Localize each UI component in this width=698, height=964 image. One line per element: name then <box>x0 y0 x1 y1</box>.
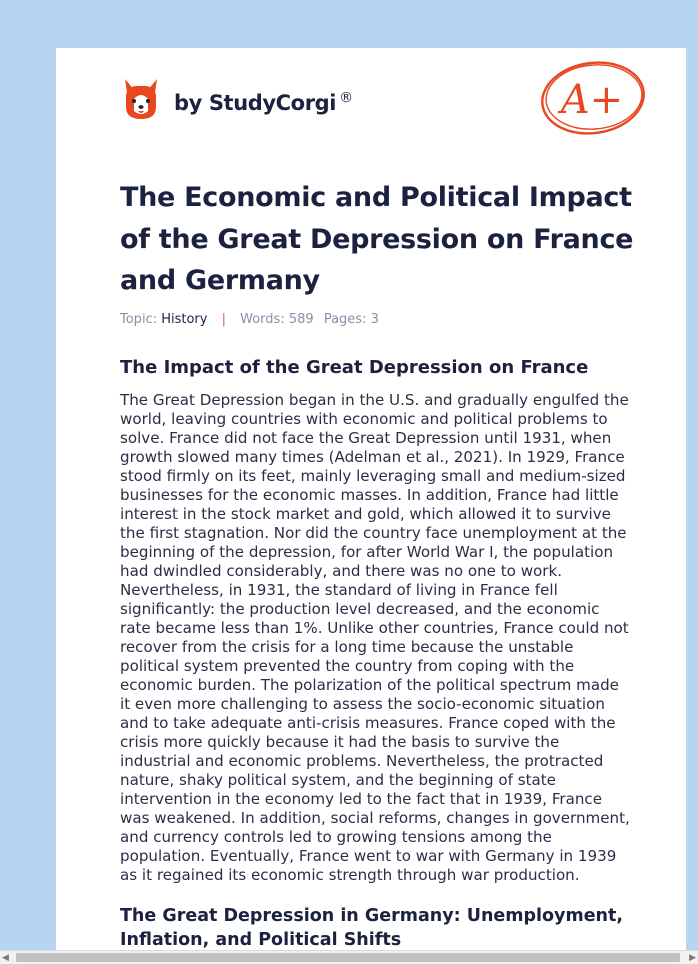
section-heading-france: The Impact of the Great Depression on France <box>120 357 589 378</box>
grade-text: A+ <box>560 77 624 123</box>
topic-label: Topic: <box>120 312 158 327</box>
scroll-right-icon[interactable]: ▶ <box>689 953 696 963</box>
words-label: Words: <box>240 312 285 327</box>
pages-label: Pages: <box>323 312 367 327</box>
horizontal-scrollbar[interactable] <box>0 950 698 964</box>
studycorgi-logo[interactable] <box>122 77 353 121</box>
topic-link[interactable]: History <box>161 312 208 327</box>
words-count: 589 <box>288 312 314 327</box>
page-title: The Economic and Political Impact of the Great Depression on France and Germany <box>120 182 634 296</box>
meta-separator: | <box>221 312 226 327</box>
section-heading-germany: The Great Depression in Germany: Unemployment, Inflation, and Political Shifts <box>120 906 624 950</box>
scroll-left-icon[interactable]: ◀ <box>2 953 9 963</box>
scrollbar-thumb[interactable] <box>16 953 680 962</box>
pages-count: 3 <box>370 312 379 327</box>
brand-name: by StudyCorgi ® <box>174 89 353 115</box>
section-body-france: The Great Depression began in the U.S. and gradually engulfed the world, leaving countries with economic and political problems to solve. France did not face the Great Depression until 1931, when growth slowed many times (Adelman et al., 2021). In 1929, France stood firmly on its feet, mainly leveraging small and medium-sized businesses for the economic masses. In addition, France had little interest in the stock market and gold, which allowed it to survive the first stagnation. Nor did the country face unemployment at the beginning of the depression, for after World War I, the population had dwindled considerably, and there was no one to work. Nevertheless, in 1931, the standard of living in France fell significantly: the production level decreased, and the economic rate became less than 1%. Unlike other countries, France could not recover from the crisis for a long time because the unstable political system prevented the country from coping with the economic burden. The polarization of the political spectrum made it even more challenging to assess the socio-economic situation and to take adequate anti-crisis measures. France coped with the crisis more quickly because it had the basis to survive the industrial and economic problems. Nevertheless, the protracted nature, shaky political system, and the beginning of state intervention in the economy led to the fact that in 1939, France was weakened. In addition, social reforms, changes in government, and currency controls led to growing tensions among the population. Eventually, France went to war with Germany in 1939 as it regained its economic strength through war production. <box>120 391 630 884</box>
article-meta <box>120 312 379 327</box>
document-page <box>56 48 686 950</box>
a-plus-badge-icon <box>538 58 648 138</box>
corgi-icon <box>122 77 160 121</box>
